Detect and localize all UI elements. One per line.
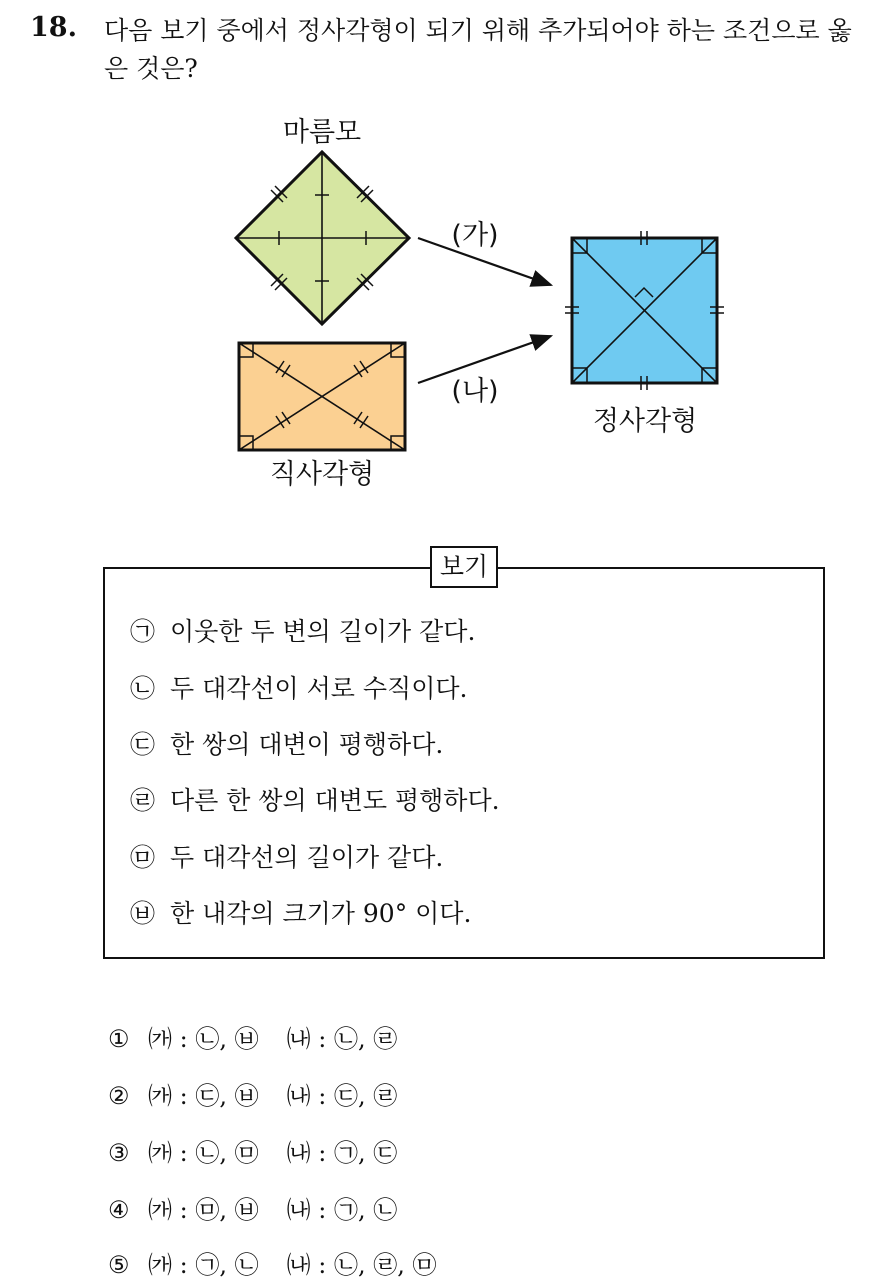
choice-number: ①: [108, 1025, 130, 1053]
choice-ga: ㈎ : ㉡, ㉥: [148, 1025, 259, 1053]
rhombus-label: 마름모: [282, 117, 362, 148]
question-text: 다음 보기 중에서 정사각형이 되기 위해 추가되어야 하는 조건으로 옳은 것은?: [104, 16, 852, 83]
condition-text: 두 대각선이 서로 수직이다.: [170, 674, 468, 703]
answer-choice-1[interactable]: [108, 1019, 397, 1059]
condition-item: [130, 612, 475, 652]
condition-marker: ㉢: [130, 730, 156, 759]
condition-marker: ㉣: [130, 786, 156, 815]
bogi-title: 보기: [430, 546, 498, 588]
condition-item: [130, 838, 443, 878]
square-label: 정사각형: [592, 406, 698, 437]
answer-choice-2[interactable]: [108, 1076, 397, 1116]
condition-text: 한 내각의 크기가 90° 이다.: [170, 899, 472, 928]
choice-number: ②: [108, 1082, 130, 1110]
answer-choice-4[interactable]: [108, 1190, 397, 1230]
condition-marker: ㉥: [130, 899, 156, 928]
choice-ga: ㈎ : ㉢, ㉥: [148, 1082, 259, 1110]
condition-item: [130, 669, 467, 709]
choice-ga: ㈎ : ㉠, ㉡: [148, 1251, 259, 1279]
choice-number: ⑤: [108, 1251, 130, 1279]
condition-marker: ㉠: [130, 617, 156, 646]
condition-text: 다른 한 쌍의 대변도 평행하다.: [170, 786, 500, 815]
choice-number: ④: [108, 1196, 130, 1224]
answer-choice-3[interactable]: [108, 1133, 397, 1173]
quadrilateral-figure: [0, 0, 884, 520]
choice-ga: ㈎ : ㉡, ㉤: [148, 1139, 259, 1167]
square-shape: [565, 231, 724, 390]
choice-number: ③: [108, 1139, 130, 1167]
arrow-na-label: (나): [451, 376, 499, 407]
answer-choice-5[interactable]: [108, 1245, 436, 1285]
choice-na: ㈏ : ㉠, ㉢: [286, 1139, 398, 1167]
question-number: 18.: [30, 12, 77, 43]
rectangle-label: 직사각형: [269, 459, 375, 490]
condition-marker: ㉡: [130, 674, 156, 703]
condition-marker: ㉤: [130, 843, 156, 872]
choice-na: ㈏ : ㉡, ㉣, ㉤: [286, 1251, 437, 1279]
condition-text: 한 쌍의 대변이 평행하다.: [170, 730, 444, 759]
choice-na: ㈏ : ㉡, ㉣: [286, 1025, 398, 1053]
condition-item: [130, 781, 500, 821]
rectangle-shape: [239, 343, 405, 450]
arrow-ga-label: (가): [451, 220, 499, 251]
condition-text: 이웃한 두 변의 길이가 같다.: [170, 617, 476, 646]
choice-na: ㈏ : ㉠, ㉡: [286, 1196, 398, 1224]
choice-ga: ㈎ : ㉤, ㉥: [148, 1196, 259, 1224]
choice-na: ㈏ : ㉢, ㉣: [286, 1082, 398, 1110]
condition-text: 두 대각선의 길이가 같다.: [170, 843, 444, 872]
rhombus-shape: [236, 152, 409, 324]
condition-item: [130, 725, 443, 765]
condition-item: [130, 894, 471, 934]
